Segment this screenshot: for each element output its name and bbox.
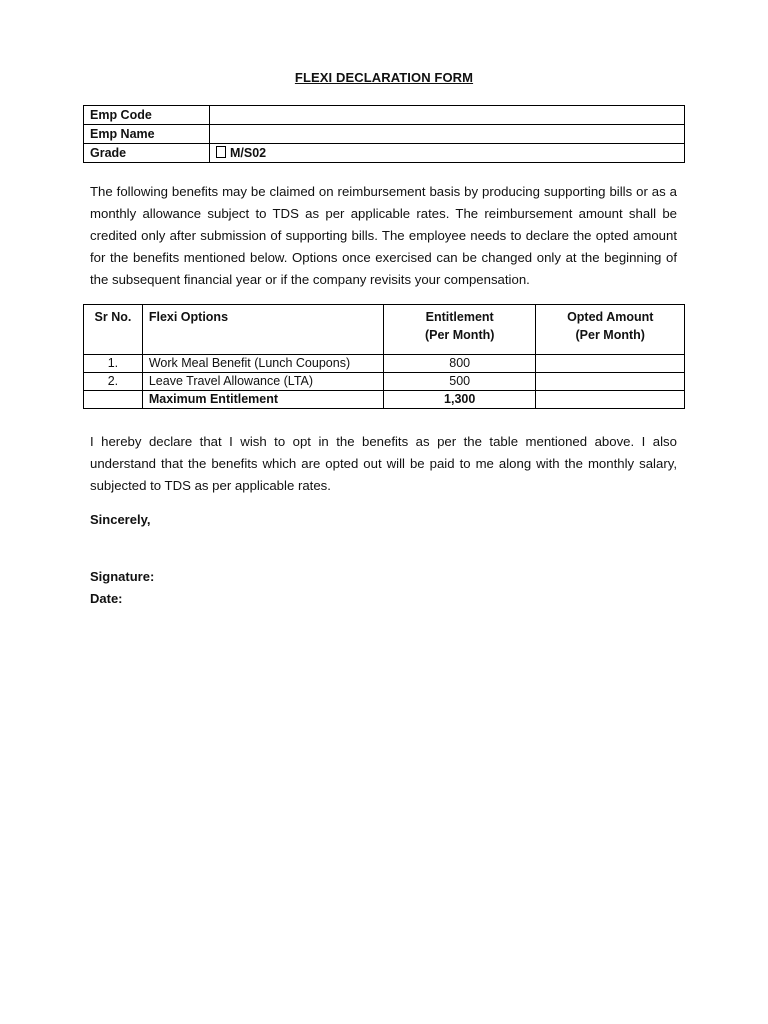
- signature-label: Signature:: [90, 569, 155, 584]
- date-label: Date:: [90, 591, 123, 606]
- flexi-option-cell: Leave Travel Allowance (LTA): [142, 373, 383, 391]
- header-opted-line2: (Per Month): [575, 328, 645, 342]
- table-row: [84, 125, 685, 144]
- maximum-entitlement-label: Maximum Entitlement: [142, 391, 383, 409]
- table-row: [84, 144, 685, 163]
- employee-details-table: [83, 105, 685, 163]
- table-row: [84, 373, 685, 391]
- grade-value-cell: [210, 144, 685, 163]
- closing-sincerely: Sincerely,: [90, 512, 151, 527]
- grade-label: Grade: [84, 144, 210, 163]
- declaration-paragraph: I hereby declare that I wish to opt in the benefits as per the table mentioned above. I also understand that the benefits which are opted out will be paid to me along with the monthly salary, subjected to TDS as per applicable rates.: [90, 434, 677, 493]
- header-sr-no: Sr No.: [84, 305, 143, 355]
- header-entitlement: [383, 305, 536, 355]
- flexi-option-cell: Work Meal Benefit (Lunch Coupons): [142, 355, 383, 373]
- table-header-row: [84, 305, 685, 355]
- table-row: [84, 106, 685, 125]
- table-row: [84, 391, 685, 409]
- emp-name-value: [210, 125, 685, 144]
- form-title: FLEXI DECLARATION FORM: [294, 70, 474, 85]
- table-row: [84, 355, 685, 373]
- header-entitlement-line2: (Per Month): [424, 328, 495, 342]
- intro-paragraph: The following benefits may be claimed on reimbursement basis by producing supporting bills or as a monthly allowance subject to TDS as per applicable rates. The reimbursement amount shall be credited only after submission of supporting bills. The employee needs to declare the opted amount for the benefits mentioned below. Options once exercised can be changed only at the beginning of the subsequent financial year or if the company revisits your compensation.: [90, 184, 677, 287]
- opted-amount-cell: [536, 373, 685, 391]
- header-opted-amount: [536, 305, 685, 355]
- emp-code-label: Emp Code: [84, 106, 210, 125]
- maximum-entitlement-value: 1,300: [383, 391, 536, 409]
- opted-amount-cell: [536, 355, 685, 373]
- sr-no-cell: 2.: [84, 373, 143, 391]
- sr-no-cell: 1.: [84, 355, 143, 373]
- header-flexi-options: Flexi Options: [142, 305, 383, 355]
- opted-amount-cell: [536, 391, 685, 409]
- emp-code-value: [210, 106, 685, 125]
- flexi-options-table: [83, 304, 685, 409]
- header-entitlement-line1: Entitlement: [425, 310, 494, 324]
- header-opted-line1: Opted Amount: [567, 310, 654, 324]
- emp-name-label: Emp Name: [84, 125, 210, 144]
- checkbox-icon: [216, 146, 226, 158]
- entitlement-cell: 800: [383, 355, 536, 373]
- grade-value: M/S02: [230, 146, 267, 160]
- sr-no-cell: [84, 391, 143, 409]
- entitlement-cell: 500: [383, 373, 536, 391]
